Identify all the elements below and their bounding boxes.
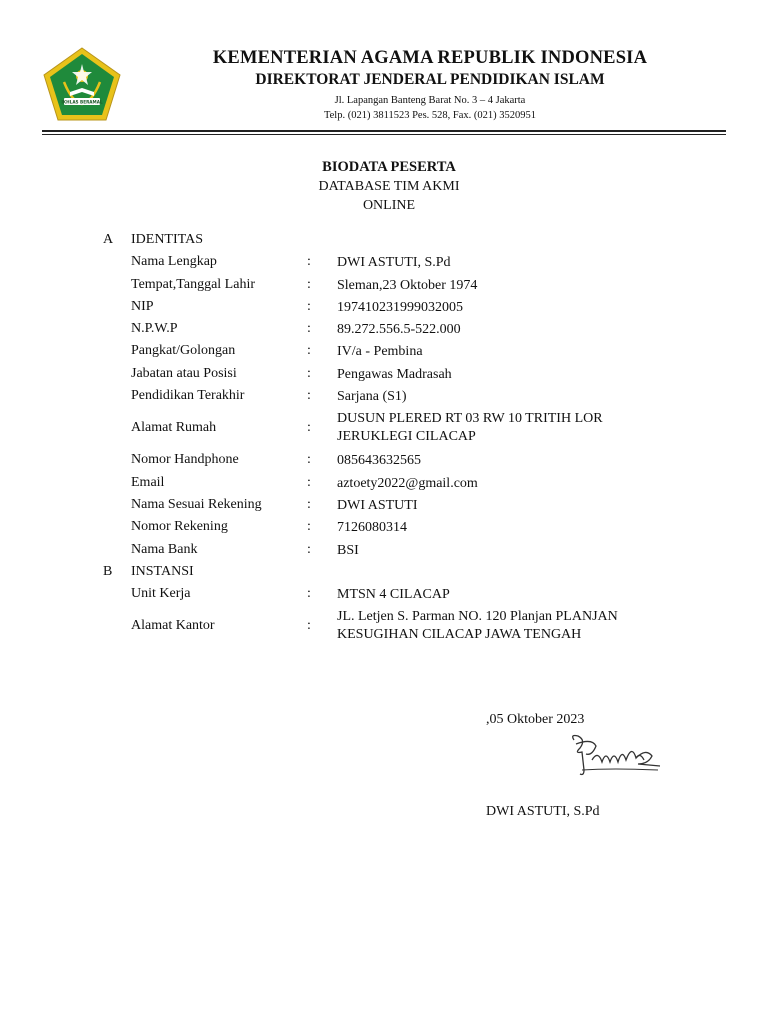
field-label: Nama Sesuai Rekening xyxy=(131,496,262,512)
field-colon: : xyxy=(307,254,311,270)
field-value: JL. Letjen S. Parman NO. 120 Planjan PLANJAN KESUGIHAN CILACAP JAWA TENGAH xyxy=(337,609,618,643)
signatory-name: DWI ASTUTI, S.Pd xyxy=(486,804,600,819)
field-row xyxy=(0,275,768,297)
section-letter: B xyxy=(103,563,113,579)
field-value: 7126080314 xyxy=(337,520,407,536)
field-label: Unit Kerja xyxy=(131,586,191,602)
header-divider xyxy=(42,130,726,132)
field-colon: : xyxy=(307,618,311,634)
field-value: 085643632565 xyxy=(337,453,421,469)
field-row xyxy=(0,408,768,450)
field-row xyxy=(0,252,768,274)
field-colon: : xyxy=(307,496,311,512)
field-colon: : xyxy=(307,321,311,337)
field-row xyxy=(0,473,768,495)
field-value: MTSN 4 CILACAP xyxy=(337,587,450,603)
section-identitas-header xyxy=(0,230,768,252)
field-label: Nomor Handphone xyxy=(131,452,239,468)
field-label: Email xyxy=(131,474,165,490)
document-title xyxy=(0,158,768,215)
ministry-logo xyxy=(42,46,122,122)
field-row xyxy=(0,364,768,386)
biodata-fields xyxy=(0,230,768,648)
field-value: Sarjana (S1) xyxy=(337,389,407,405)
field-colon: : xyxy=(307,541,311,557)
field-label: NIP xyxy=(131,298,154,314)
field-value: DUSUN PLERED RT 03 RW 10 TRITIH LOR JERUKLEGI CILACAP xyxy=(337,411,603,445)
field-row xyxy=(0,495,768,517)
section-letter: A xyxy=(103,232,114,247)
field-value: aztoety2022@gmail.com xyxy=(337,475,478,491)
field-label: Pangkat/Golongan xyxy=(131,343,236,359)
field-row xyxy=(0,584,768,606)
field-value: BSI xyxy=(337,542,359,558)
field-label: Pendidikan Terakhir xyxy=(131,388,245,404)
ministry-name: KEMENTERIAN AGAMA REPUBLIK INDONESIA xyxy=(212,48,648,68)
field-row xyxy=(0,297,768,319)
field-value: 197410231999032005 xyxy=(337,299,463,315)
field-colon: : xyxy=(307,343,311,359)
field-colon: : xyxy=(307,586,311,602)
field-colon: : xyxy=(307,519,311,535)
field-value: DWI ASTUTI xyxy=(337,497,418,513)
logo-motto: IKHLAS BERAMAL xyxy=(61,99,103,105)
field-colon: : xyxy=(307,276,311,292)
field-label: Nomor Rekening xyxy=(131,519,228,535)
field-row xyxy=(0,386,768,408)
field-colon: : xyxy=(307,365,311,381)
field-colon: : xyxy=(307,388,311,404)
field-row xyxy=(0,450,768,472)
field-value: DWI ASTUTI, S.Pd xyxy=(337,255,451,271)
field-label: Alamat Rumah xyxy=(131,420,217,436)
field-row xyxy=(0,319,768,341)
field-value: 89.272.556.5-522.000 xyxy=(337,322,461,338)
field-label: Nama Bank xyxy=(131,541,198,557)
header-divider-thin xyxy=(42,134,726,135)
title-line-3: ONLINE xyxy=(362,198,416,213)
field-label: N.P.W.P xyxy=(131,321,178,337)
field-colon: : xyxy=(307,452,311,468)
section-title: IDENTITAS xyxy=(131,232,203,247)
section-instansi-header xyxy=(0,562,768,584)
title-line-2: DATABASE TIM AKMI xyxy=(318,179,460,194)
office-address: Jl. Lapangan Banteng Barat No. 3 – 4 Jakarta xyxy=(334,95,526,106)
directorate-name: DIREKTORAT JENDERAL PENDIDIKAN ISLAM xyxy=(255,71,605,88)
field-value: Sleman,23 Oktober 1974 xyxy=(337,277,478,293)
office-phone: Telp. (021) 3811523 Pes. 528, Fax. (021) 3520951 xyxy=(323,110,537,121)
field-label: Jabatan atau Posisi xyxy=(131,365,237,381)
field-label: Nama Lengkap xyxy=(131,254,217,270)
field-label: Alamat Kantor xyxy=(131,618,215,634)
field-colon: : xyxy=(307,420,311,436)
field-colon: : xyxy=(307,298,311,314)
title-main: BIODATA PESERTA xyxy=(322,159,456,175)
field-row xyxy=(0,606,768,648)
field-row xyxy=(0,540,768,562)
field-value: IV/a - Pembina xyxy=(337,344,423,360)
section-title: INSTANSI xyxy=(131,563,194,579)
field-label: Tempat,Tanggal Lahir xyxy=(131,276,255,292)
field-colon: : xyxy=(307,474,311,490)
field-value: Pengawas Madrasah xyxy=(337,366,452,382)
letterhead xyxy=(140,46,720,123)
field-row xyxy=(0,341,768,363)
handwritten-signature xyxy=(562,730,672,786)
signature-date: ,05 Oktober 2023 xyxy=(486,712,585,727)
field-row xyxy=(0,517,768,539)
